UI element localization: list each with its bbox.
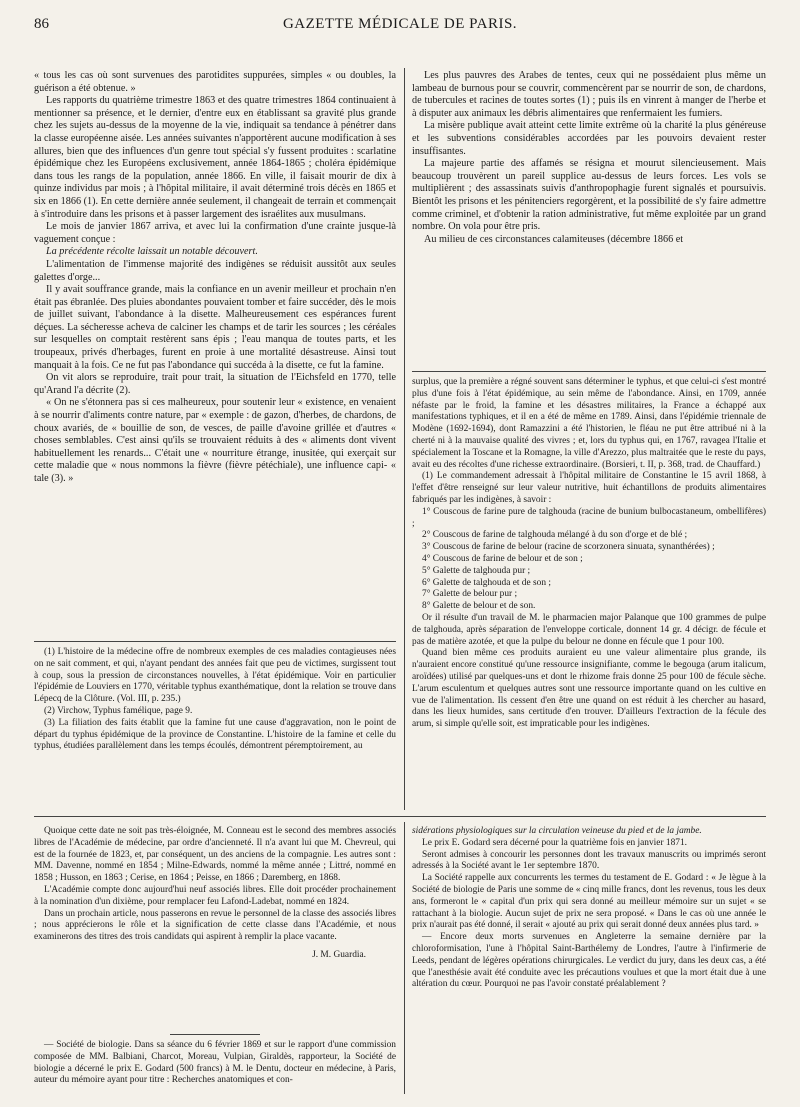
paragraph: Dans un prochain article, nous passerons en revue le personnel de la classe des associés libres ; nous apprécierons le rôle et la signification de cette classe dans l'Académie, et nous examinerons des titres des trois candidats qui aspirent à remplir la place vacante. xyxy=(34,908,396,943)
paragraph: La Société rappelle aux concurrents les termes du testament de E. Godard : « Je lègue à la Société de biologie de Paris une somme de « cinq mille francs, dont les revenus, tous les deux ans, formeront le « capital d'un prix qui sera donné au meilleur mémoire sur un sujet « se rattachant à la biologie. Aucun sujet de prix ne sera proposé. « Dans le cas où une année le prix n'aurait pas été donné, il serait « ajouté au prix qui serait donné deux années plus tard. » xyxy=(412,873,766,931)
paragraph: L'Académie compte donc aujourd'hui neuf associés libres. Elle doit procéder prochainement à la nomination d'un dixième, pour remplacer feu Lafond-Ladebat, nommé en 1824. xyxy=(34,884,396,907)
list-item: 3° Couscous de farine de belour (racine de scorzonera sinuata, synanthérées) ; xyxy=(422,542,715,553)
footnote: (3) La filiation des faits établit que la famine fut une cause d'aggravation, non le point de départ du typhus épidémique de la province de Constantine. L'histoire de la famine et celle du typhus, étudiées parallèlement dans les temps écoulés, démontrent péremptoirement, au xyxy=(34,717,396,752)
paragraph: — Société de biologie. Dans sa séance du 6 février 1869 et sur le rapport d'une commission composée de MM. Balbiani, Charcot, Moreau, Vulpian, Giraldès, rapporteur, la Société de biologie a décerné le prix E. Godard (500 francs) à M. le Dentu, docteur en médecine, à Paris, auteur du mémoire ayant pour titre : Recherches anatomiques et con- xyxy=(34,1040,396,1086)
list-item: 2° Couscous de farine de talghouda mélangé à du son d'orge et de blé ; xyxy=(422,530,688,541)
paragraph: La majeure partie des affamés se résigna et mourut silencieusement. Mais beaucoup trouvèrent un pareil supplice au-dessus de leurs forces. Les vols se multiplièrent ; des assassinats suivis d'anthropophagie furent signalés et poursuivis. Bientôt les prisons et les pénitenciers regorgèrent, et la possibilité de s'y faire admettre comme criminel, et d'obtenir la ration administrative, fut même exploitée par un grand nombre. On vola pour être pris. xyxy=(412,158,766,233)
list-item: 7° Galette de belour pur ; xyxy=(422,589,518,600)
footnote: surplus, que la première a régné souvent sans déterminer le typhus, et que celui-ci s'est montré plus d'une fois à l'état épidémique, au sein même de l'abondance. Ainsi, en 1709, année néfaste par le froid, la famine et les désastres militaires, la France a échappé aux manifestations typhiques, et il en a été de même en 1789. Ainsi, dans l'épidémie triennale de Modène (1692-1694), dont Ramazzini a été l'historien, le fléau ne put être attribué ni à la cherté ni à la mauvaise qualité des vivres ; et, lors du typhus qui, en 1767, ravagea l'Italie et spécialement la Toscane et la Romagne, la ville d'Arezzo, plus maltraitée que le reste du pays, avait eu des récoltes d'une richesse extraordinaire. (Borsieri, t. II, p. 368, trad. de Chauffard.) xyxy=(412,377,766,470)
quotation: « On ne s'étonnera pas si ces malheureux, pour soutenir leur « existence, en venaient à se nourrir d'aliments contre nature, par « exemple : de gazon, d'herbes, de chardons, de choux avariés, de « bouillie de son, de vesces, de paille d'avoine grillée et d'autres « choses semblables. C'est ainsi qu'ils se trouvaient réduits à des « aliments dont vivent habituellement les renards... C'était une « nourriture étrange, inusitée, qui exerçait sur cette maladie que « nous nommons la fièvre (fièvre pétéchiale), une influence capi- « tale (3). » xyxy=(34,397,396,484)
section-divider xyxy=(34,816,766,817)
bottom-left-column xyxy=(34,826,396,1030)
footnote: (2) Virchow, Typhus famélique, page 9. xyxy=(44,705,193,716)
right-column xyxy=(412,70,766,368)
paragraph: Seront admises à concourir les personnes dont les travaux manuscrits ou imprimés seront adressés à la Société avant le 1er septembre 1870. xyxy=(412,849,766,872)
footnote-rule xyxy=(34,641,396,642)
page-header xyxy=(34,16,766,46)
paragraph: On vit alors se reproduire, trait pour trait, la situation de l'Eichsfeld en 1770, telle qu'Arand l'a décrite (2). xyxy=(34,372,396,396)
separator xyxy=(170,1034,260,1035)
paragraph: Le prix E. Godard sera décerné pour la quatrième fois en janvier 1871. xyxy=(422,837,687,848)
paragraph: L'alimentation de l'immense majorité des indigènes se réduisit aussitôt aux seules galettes d'orge... xyxy=(34,258,396,283)
footnote: (1) L'histoire de la médecine offre de nombreux exemples de ces maladies contagieuses nées on ne sait comment, et qui, n'ayant pendant des années fait que peu de victimes, surgissent tout à coup, sous la pression de circonstances nouvelles, à l'état épidémique. Voir en particulier l'épidémie de Louviers en 1770, véritable typhus exanthématique, dont la relation se trouve dans Lépecq de la Clôture. (Vol. III, p. 235.) xyxy=(34,647,396,705)
list-item: 5° Galette de talghouda pur ; xyxy=(422,565,531,576)
journal-title: GAZETTE MÉDICALE DE PARIS. xyxy=(282,16,518,32)
left-footnotes xyxy=(34,647,396,809)
footnote-rule xyxy=(412,371,766,372)
signature: J. M. Guardia. xyxy=(312,949,366,960)
paragraph: sidérations physiologiques sur la circulation veineuse du pied et de la jambe. xyxy=(412,826,702,836)
paragraph: Il y avait souffrance grande, mais la confiance en un avenir meilleur et prochain n'en était pas ébranlée. Des pluies abondantes pouvaient tomber et faire succéder, dès le mois de juillet suivant, l'abondance à la disette. Malheureusement ces espérances furent déçues. La sécheresse acheva de calciner les champs et de tarir les sources ; les céréales sur lesquelles on comptait restèrent sans épis ; l'eau manqua de toutes parts, et les troupeaux, privés d'herbages, furent en proie à une mortalité désastreuse. Ainsi tout manquait à la fois. Ce ne fut pas l'abondance qui succéda à la disette, ce fut la famine. xyxy=(34,284,396,371)
paragraph: Les plus pauvres des Arabes de tentes, ceux qui ne possédaient plus même un lambeau de burnous pour se couvrir, commencèrent par se nourrir de son, de chardons, de tubercules et racines de toutes sortes (1) ; puis ils en vinrent à manger de l'herbe et à disputer aux animaux les débris alimentaires que renfermaient les fumiers. xyxy=(412,70,766,119)
left-column xyxy=(34,70,396,637)
bottom-right-column xyxy=(412,826,766,1100)
footnote: Or il résulte d'un travail de M. le pharmacien major Palanque que 100 grammes de pulpe de talghouda, après séparation de l'enveloppe corticale, donnent 14 gr. 4 décigr. de fécule et pas de matière azotée, et que la pulpe du belour ne donne en fécule que 1 pour 100. xyxy=(412,612,766,647)
paragraph: « tous les cas où sont survenues des parotidites suppurées, simples « ou doubles, la guérison a été obtenue. » xyxy=(34,70,396,94)
page-number: 86 xyxy=(34,16,49,32)
list-item: 8° Galette de belour et de son. xyxy=(422,601,536,612)
paragraph: Quoique cette date ne soit pas très-éloignée, M. Conneau est le second des membres associés libres de l'Académie de médecine, par ordre d'ancienneté. Il n'a avant lui que M. Chevreul, qui est de la fournée de 1823, et, par conséquent, un des anciens de la compagnie. Les autres sont : MM. Davenne, nommé en 1854 ; Milne-Edwards, nommé la même année ; Littré, nommé en 1858 ; Husson, en 1863 ; Cerise, en 1864 ; Peisse, en 1866 ; Daremberg, en 1868. xyxy=(34,826,396,884)
footnote: Quand bien même ces produits auraient eu une valeur alimentaire plus grande, ils n'auraient encore constitué qu'une ressource insignifiante, comme le begouga (arum italicum, aroïdées) utilisé par quelques-uns et dont le rhizome frais donne 25 pour 100 de fécule sèche. L'arum esculentum et quelques autres sont une ressource importante quand on les cultive en vue de l'alimentation. Ils cessent d'en être une quand on est réduit à les chercher au hasard, dans les lieux humides, sans certitude d'en trouver. D'ailleurs l'extraction de la fécule des arum, si simple qu'elle soit, est impraticable pour les indigènes. xyxy=(412,648,766,730)
biology-society-note xyxy=(34,1040,396,1100)
footnote: (1) Le commandement adressait à l'hôpital militaire de Constantine le 15 avril 1868, à l'effet d'être renseigné sur leur valeur nutritive, huit échantillons de produits alimentaires fabriqués par les indigènes, à savoir : xyxy=(412,471,766,505)
paragraph: Le mois de janvier 1867 arriva, et avec lui la confirmation d'une crainte jusque-là vaguement conçue : xyxy=(34,221,396,245)
column-divider xyxy=(404,822,405,1094)
paragraph: Au milieu de ces circonstances calamiteuses (décembre 1866 et xyxy=(424,233,684,245)
list-item: 4° Couscous de farine de belour et de son ; xyxy=(422,553,583,564)
paragraph: La précédente récolte laissait un notable découvert. xyxy=(46,246,258,258)
list-item: 6° Galette de talghouda et de son ; xyxy=(422,577,551,588)
paragraph: Les rapports du quatrième trimestre 1863 et des quatre trimestres 1864 continuaient à mentionner sa présence, et le dernier, d'entre eux en établissant sa gravité plus grande chez les sujets au-dessus de la moyenne de la vie, indiquait sa tendance à pénétrer dans la classe européenne aisée. Les années suivantes n'apportèrent aucune modification à ses allures, bien que des influences d'un genre tout spécial s'y fussent produites : scarlatine épidémique chez les Européens exclusivement, année 1864-1865 ; choléra épidémique dans tous les rangs de la population, année 1866. En ville, il faisait mourir de dix à quinze individus par mois ; à l'hôpital militaire, il avait déterminé trois décès en 1865 et six en 1866 (1). En cette dernière année seulement, il changeait de terrain et commençait à s'introduire dans les prisons et à passer largement des israélites aux musulmans. xyxy=(34,95,396,220)
right-footnotes xyxy=(412,377,766,809)
column-divider xyxy=(404,68,405,810)
paragraph: — Encore deux morts survenues en Angleterre la semaine dernière par la chloroformisation, l'une à l'hôpital Saint-Barthélemy de Londres, l'autre à l'infirmerie de Leeds, pendant de légères opérations chirurgicales. Le verdict du jury, dans les deux cas, a été que l'anesthésie avait été conduite avec les précautions voulues et que la mort était due à une altération du cœur. Pourquoi ne pas l'avoir constaté préalablement ? xyxy=(412,932,766,990)
paragraph: La misère publique avait atteint cette limite extrême où la charité la plus généreuse et les subventions considérables accordées par les pouvoirs devaient rester insuffisantes. xyxy=(412,120,766,157)
list-item: 1° Couscous de farine pure de talghouda (racine de bunium bulbocastaneum, ombellifères) ; xyxy=(412,506,766,529)
